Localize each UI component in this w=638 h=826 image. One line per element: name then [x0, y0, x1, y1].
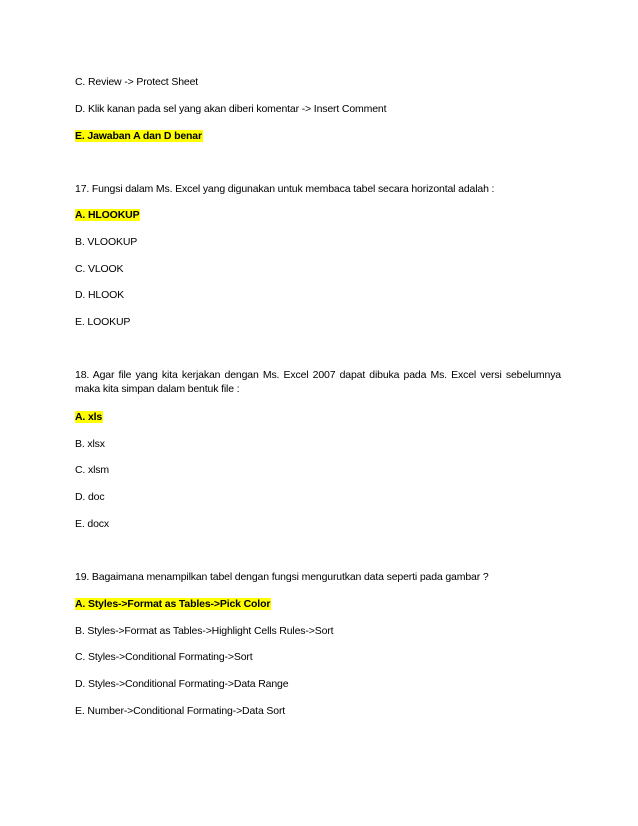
- q19-question: 19. Bagaimana menampilkan tabel dengan fungsi mengurutkan data seperti pada gambar ?: [75, 571, 489, 583]
- q19-option-c: C. Styles->Conditional Formating->Sort: [75, 651, 253, 663]
- q16-option-d: D. Klik kanan pada sel yang akan diberi komentar -> Insert Comment: [75, 103, 387, 115]
- q18-answer-highlight: A. xls: [75, 411, 103, 423]
- q19-option-e: E. Number->Conditional Formating->Data Sort: [75, 705, 286, 717]
- q18-question: 18. Agar file yang kita kerjakan dengan Ms. Excel 2007 dapat dibuka pada Ms. Excel versi sebelumnya maka kita simpan dalam bentuk file :: [75, 369, 561, 395]
- q18-option-c: C. xlsm: [75, 464, 109, 476]
- q17-option-e: E. LOOKUP: [75, 316, 131, 328]
- q17-answer-highlight: A. HLOOKUP: [75, 209, 140, 221]
- q19-answer-highlight: A. Styles->Format as Tables->Pick Color: [75, 598, 271, 610]
- q19-option-b: B. Styles->Format as Tables->Highlight Cells Rules->Sort: [75, 625, 334, 637]
- q17-option-d: D. HLOOK: [75, 289, 124, 301]
- q16-answer-highlight: E. Jawaban A dan D benar: [75, 130, 202, 142]
- q17-answer: [75, 208, 140, 222]
- q18-option-e: E. docx: [75, 518, 109, 530]
- q17-question: 17. Fungsi dalam Ms. Excel yang digunakan untuk membaca tabel secara horizontal adalah :: [75, 183, 495, 195]
- q18-option-d: D. doc: [75, 491, 105, 503]
- q19-option-d: D. Styles->Conditional Formating->Data Range: [75, 678, 289, 690]
- q17-option-c: C. VLOOK: [75, 263, 124, 275]
- q18-answer: [75, 410, 103, 424]
- q18-option-b: B. xlsx: [75, 438, 105, 450]
- q16-answer: [75, 129, 203, 143]
- q17-option-b: B. VLOOKUP: [75, 236, 138, 248]
- q19-answer: [75, 597, 271, 611]
- q16-option-c: C. Review -> Protect Sheet: [75, 76, 199, 88]
